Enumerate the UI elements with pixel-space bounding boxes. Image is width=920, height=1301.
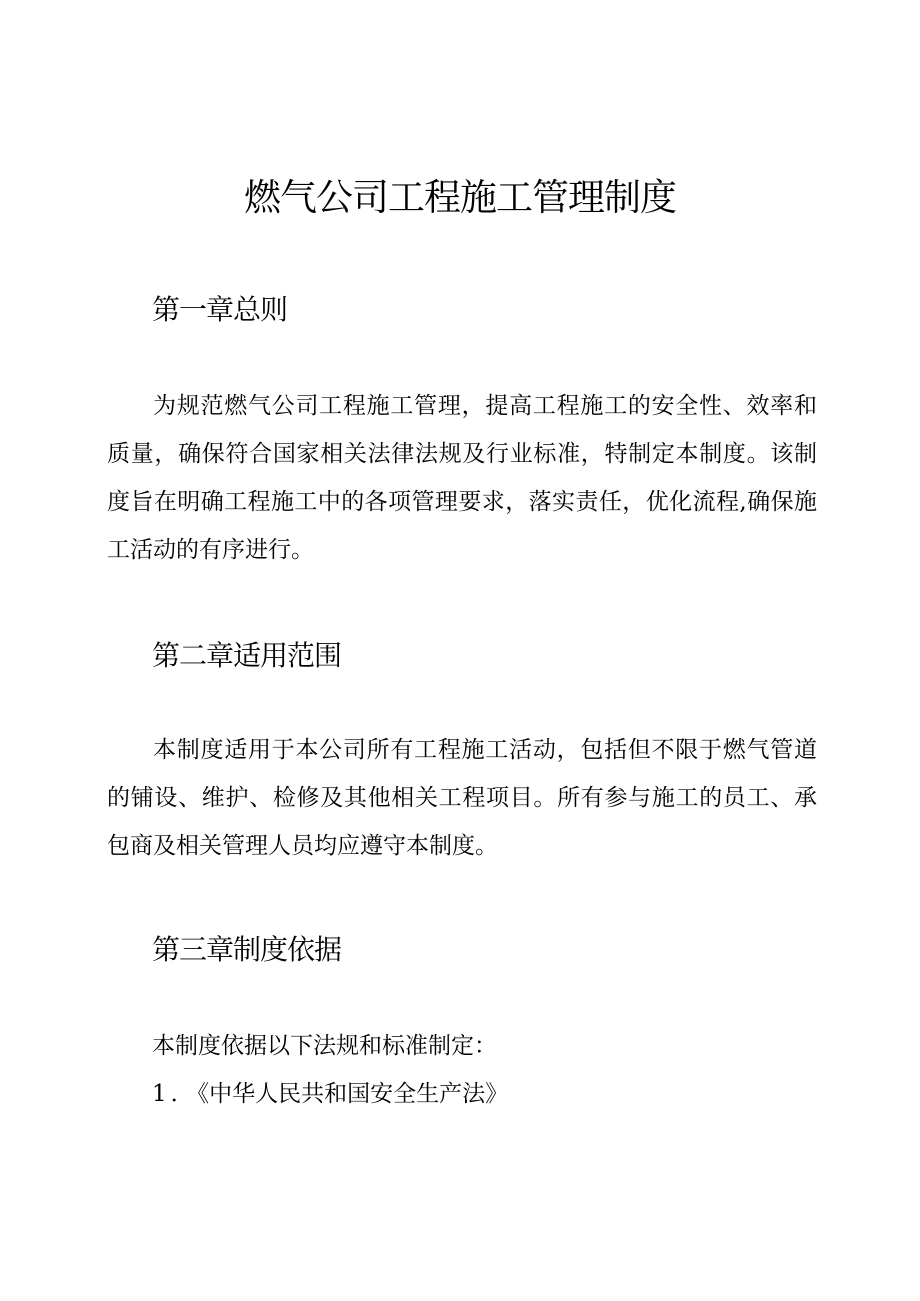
list-item: [152, 1070, 508, 1118]
chapter-1-heading: 第一章总则: [152, 293, 288, 326]
chapter-2-heading: 第二章适用范围: [152, 639, 342, 672]
chapter-1-paragraph: 为规范燃气公司工程施工管理，提高工程施工的安全性、效率和质量，确保符合国家相关法律法规及行业标准，特制定本制度。该制度旨在明确工程施工中的各项管理要求，落实责任，优化流程,确保施工活动的有序进行。: [107, 393, 817, 563]
chapter-2-paragraph: 本制度适用于本公司所有工程施工活动，包括但不限于燃气管道的铺设、维护、检修及其他相关工程项目。所有参与施工的员工、承包商及相关管理人员均应遵守本制度。: [107, 737, 817, 859]
chapter-3-heading: 第三章制度依据: [152, 933, 342, 966]
list-item-number: 1．: [152, 1081, 198, 1107]
document-title: 燃气公司工程施工管理制度: [244, 176, 676, 219]
chapter-3-intro: 本制度依据以下法规和标准制定：: [152, 1033, 497, 1059]
list-item-text: 《中华人民共和国安全生产法》: [197, 1081, 509, 1107]
